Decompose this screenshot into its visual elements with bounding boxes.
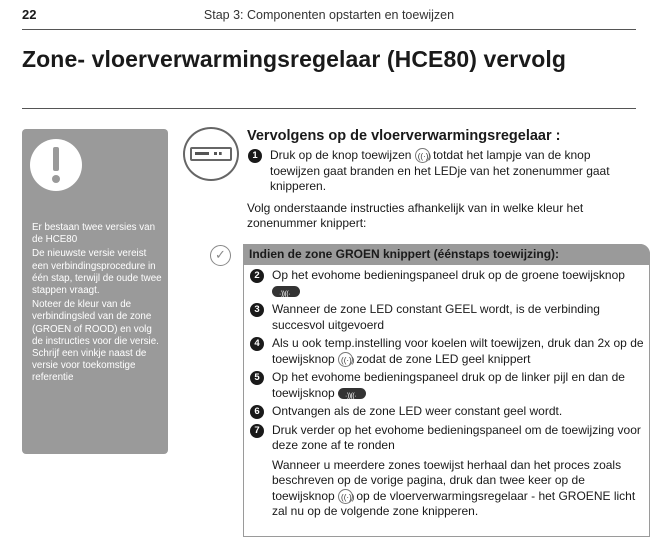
step-text: Ontvangen als de zone LED weer constant geel wordt.: [272, 404, 563, 418]
page-title: Zone- vloerverwarmingsregelaar (HCE80) vervolg: [22, 46, 567, 72]
green-steps: [249, 268, 644, 520]
section-subtitle: Vervolgens op de vloerverwarmingsregelaar :: [247, 128, 561, 144]
page-number: 22: [22, 7, 37, 22]
assign-button-icon: ·))((·: [338, 388, 366, 399]
green-assign-button-icon: ·))((·: [272, 286, 300, 297]
exclamation-icon: [30, 139, 82, 191]
intro-text: Volg onderstaande instructies afhankelijk van in welke kleur het zonenummer knippert:: [247, 200, 584, 230]
step-text: Druk op de knop toewijzen: [270, 148, 415, 162]
step-2: [249, 268, 644, 299]
green-heading: Indien de zone GROEN knippert (éénstaps toewijzing):: [249, 247, 560, 261]
checkmark-icon[interactable]: ✓: [210, 245, 231, 266]
step-7: [249, 423, 644, 454]
green-version-header: [243, 244, 650, 265]
step-number: 6: [250, 405, 264, 419]
step-text: Wanneer de zone LED constant GEEL wordt, is de verbinding succesvol uitgevoerd: [272, 302, 600, 332]
step-1: [247, 148, 642, 195]
sidebar-paragraph: Noteer de kleur van de verbindingsled van de zone (GROEN of ROOD) en volg de instructies voor die versie. Schrijf een vinkje naast de versie voor toekomstige referentie: [32, 299, 159, 384]
footer-text: Wanneer u meerdere zones toewijst herhaal dan het proces zoals beschreven op de vorige pagina, druk dan twee keer op de toewijsknop: [272, 457, 622, 503]
assign-button-icon: ((·)): [338, 489, 353, 504]
step-number: 7: [250, 424, 264, 438]
sidebar-text: [32, 222, 164, 387]
repeat-instructions: [249, 458, 644, 520]
header-rule: [22, 29, 636, 30]
step-text: totdat het lampje van de knop toewijzen gaat branden en het LEDje van het zonenummer gaat knipperen.: [270, 148, 610, 193]
step-5: [249, 370, 644, 401]
step-number: 1: [248, 149, 262, 163]
step-4: [249, 336, 644, 367]
step-number: 3: [250, 303, 264, 317]
controller-device-icon: [183, 127, 239, 181]
assign-button-icon: ((·)): [415, 148, 430, 163]
step-number: 2: [250, 269, 264, 283]
running-head: Stap 3: Componenten opstarten en toewijzen: [203, 8, 455, 22]
step-3: [249, 302, 644, 333]
title-rule: [22, 108, 636, 109]
step-6: [249, 404, 644, 420]
sidebar-paragraph: Er bestaan twee versies van de HCE80: [32, 222, 156, 246]
step-text: zodat de zone LED geel knippert: [353, 351, 531, 366]
step-text: Als u ook temp.instelling voor koelen wilt toewijzen, druk dan 2x op de toewijsknop: [272, 336, 644, 366]
footer-text: op de vloerverwarmingsregelaar - het GROENE licht zal nu op de volgende zone knipperen.: [272, 488, 636, 518]
note-sidebar: [22, 129, 168, 454]
step-text: Druk verder op het evohome bedieningspaneel om de toewijzing voor deze zone af te ronden: [272, 422, 641, 452]
step-number: 5: [250, 371, 264, 385]
sidebar-paragraph: De nieuwste versie vereist een verbindingsprocedure in één stap, terwijl de oude twee stappen vraagt.: [32, 248, 162, 297]
step-text: Op het evohome bedieningspaneel druk op de groene toewijsknop: [272, 268, 625, 282]
assign-button-icon: ((·)): [338, 352, 353, 367]
step-number: 4: [250, 337, 264, 351]
step-text: Op het evohome bedieningspaneel druk op de linker pijl en dan de toewijsknop: [272, 370, 625, 400]
main-content: [247, 128, 642, 232]
